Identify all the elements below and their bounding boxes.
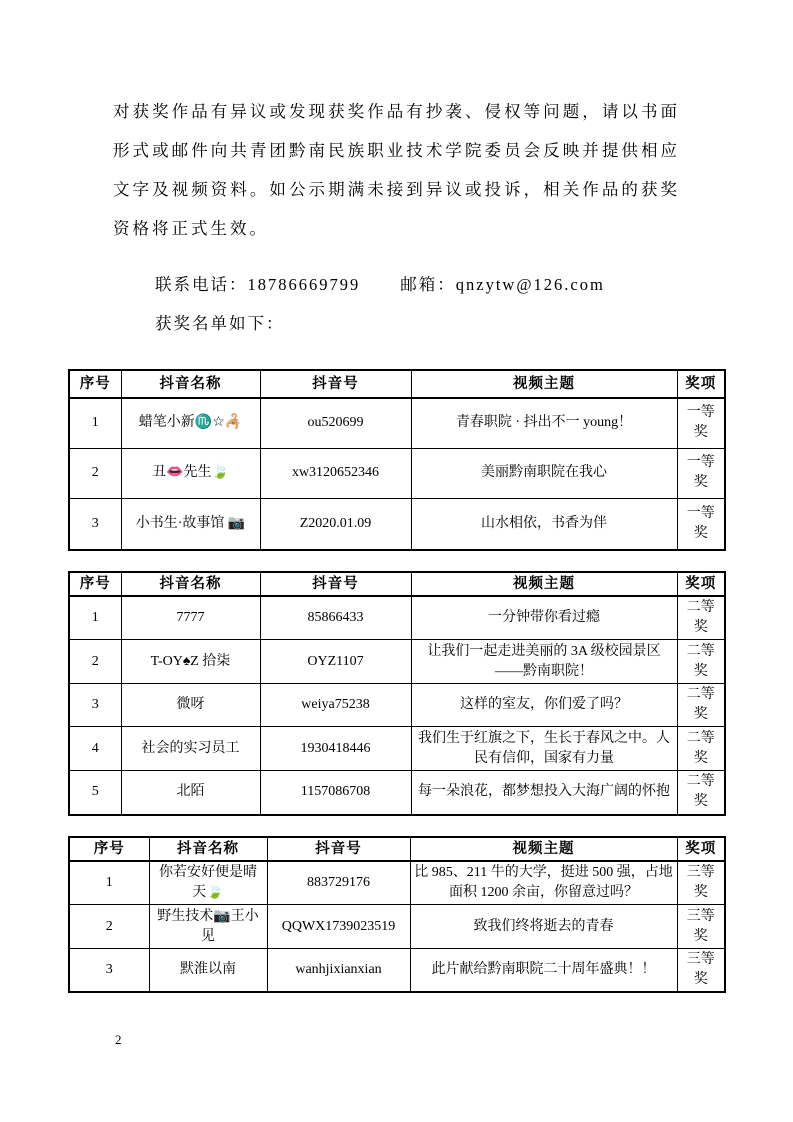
cell-serial-no: 3: [69, 498, 121, 550]
column-header: 序号: [69, 572, 121, 596]
cell-video-theme: 比 985、211 牛的大学，挺进 500 强，占地面积 1200 余亩，你留意过吗？: [410, 861, 677, 905]
cell-douyin-name: 7777: [121, 596, 260, 640]
column-header: 奖项: [677, 572, 725, 596]
cell-douyin-name: 小书生·故事馆 📷: [121, 498, 260, 550]
cell-douyin-id: 883729176: [267, 861, 410, 905]
column-header: 奖项: [677, 837, 725, 861]
cell-serial-no: 1: [69, 596, 121, 640]
column-header: 抖音名称: [121, 370, 260, 398]
cell-video-theme: 一分钟带你看过瘾: [411, 596, 677, 640]
table-row: [69, 905, 725, 949]
cell-serial-no: 3: [69, 949, 149, 993]
column-header: 序号: [69, 837, 149, 861]
cell-video-theme: 山水相依，书香为伴: [411, 498, 677, 550]
cell-douyin-name: 默淮以南: [149, 949, 267, 993]
cell-award: 二等奖: [677, 771, 725, 815]
column-header: 奖项: [677, 370, 725, 398]
cell-award: 三等奖: [677, 905, 725, 949]
cell-douyin-id: xw3120652346: [260, 448, 411, 498]
cell-douyin-name: 微呀: [121, 684, 260, 727]
cell-douyin-id: QQWX1739023519: [267, 905, 410, 949]
phone-number: 18786669799: [247, 275, 361, 294]
cell-award: 一等奖: [677, 448, 725, 498]
table-row: [69, 640, 725, 684]
cell-video-theme: 此片献给黔南职院二十周年盛典！！: [410, 949, 677, 993]
cell-video-theme: 让我们一起走进美丽的 3A 级校园景区 ——黔南职院！: [411, 640, 677, 684]
table-row: [69, 398, 725, 448]
cell-video-theme: 我们生于红旗之下，生长于春风之中。人民有信仰，国家有力量: [411, 727, 677, 771]
cell-douyin-name: 北陌: [121, 771, 260, 815]
email-address: qnzytw@126.com: [455, 275, 605, 294]
cell-douyin-id: weiya75238: [260, 684, 411, 727]
cell-serial-no: 1: [69, 861, 149, 905]
cell-douyin-id: 1930418446: [260, 727, 411, 771]
table-header-row: [69, 370, 725, 398]
email-label: 邮箱：: [400, 275, 456, 294]
cell-award: 二等奖: [677, 727, 725, 771]
award-tables-container: [0, 369, 793, 993]
page-number: 2: [115, 1032, 122, 1047]
column-header: 视频主题: [411, 572, 677, 596]
cell-douyin-id: Z2020.01.09: [260, 498, 411, 550]
cell-award: 一等奖: [677, 398, 725, 448]
cell-serial-no: 3: [69, 684, 121, 727]
cell-serial-no: 1: [69, 398, 121, 448]
cell-video-theme: 这样的室友，你们爱了吗？: [411, 684, 677, 727]
cell-douyin-id: 1157086708: [260, 771, 411, 815]
cell-douyin-name: 野生技术📷王小见: [149, 905, 267, 949]
cell-award: 一等奖: [677, 498, 725, 550]
cell-serial-no: 2: [69, 905, 149, 949]
phone-label: 联系电话：: [155, 275, 248, 294]
cell-douyin-name: 社会的实习员工: [121, 727, 260, 771]
table-header-row: [69, 837, 725, 861]
column-header: 视频主题: [410, 837, 677, 861]
table-row: [69, 949, 725, 993]
column-header: 抖音号: [267, 837, 410, 861]
column-header: 抖音名称: [121, 572, 260, 596]
cell-serial-no: 5: [69, 771, 121, 815]
list-intro: 获奖名单如下：: [155, 314, 285, 333]
cell-video-theme: 青春职院 · 抖出不一 young！: [411, 398, 677, 448]
cell-douyin-id: wanhjixianxian: [267, 949, 410, 993]
cell-serial-no: 2: [69, 640, 121, 684]
cell-award: 三等奖: [677, 861, 725, 905]
cell-douyin-name: 你若安好便是晴天🍃: [149, 861, 267, 905]
cell-serial-no: 4: [69, 727, 121, 771]
table-row: [69, 771, 725, 815]
cell-douyin-name: T-OY♠Z 拾柒: [121, 640, 260, 684]
cell-douyin-name: 丑👄先生🍃: [121, 448, 260, 498]
column-header: 序号: [69, 370, 121, 398]
table-row: [69, 498, 725, 550]
cell-video-theme: 每一朵浪花，都梦想投入大海广阔的怀抱: [411, 771, 677, 815]
table-header-row: [69, 572, 725, 596]
cell-award: 二等奖: [677, 684, 725, 727]
cell-video-theme: 致我们终将逝去的青春: [410, 905, 677, 949]
table-row: [69, 727, 725, 771]
cell-video-theme: 美丽黔南职院在我心: [411, 448, 677, 498]
table-row: [69, 448, 725, 498]
column-header: 视频主题: [411, 370, 677, 398]
table-row: [69, 596, 725, 640]
column-header: 抖音号: [260, 572, 411, 596]
column-header: 抖音号: [260, 370, 411, 398]
notice-paragraph: 对获奖作品有异议或发现获奖作品有抄袭、侵权等问题，请以书面形式或邮件向共青团黔南民族职业技术学院委员会反映并提供相应文字及视频资料。如公示期满未接到异议或投诉，相关作品的获奖资格将正式生效。: [113, 102, 680, 238]
cell-douyin-name: 蜡笔小新♏☆🦂: [121, 398, 260, 448]
cell-award: 三等奖: [677, 949, 725, 993]
cell-douyin-id: ou520699: [260, 398, 411, 448]
cell-serial-no: 2: [69, 448, 121, 498]
awards-table-一等奖: [68, 369, 726, 551]
table-row: [69, 684, 725, 727]
cell-award: 二等奖: [677, 596, 725, 640]
table-row: [69, 861, 725, 905]
cell-douyin-id: OYZ1107: [260, 640, 411, 684]
cell-award: 二等奖: [677, 640, 725, 684]
awards-table-二等奖: [68, 571, 726, 816]
cell-douyin-id: 85866433: [260, 596, 411, 640]
column-header: 抖音名称: [149, 837, 267, 861]
contact-line: [113, 265, 680, 304]
awards-table-三等奖: [68, 836, 726, 994]
